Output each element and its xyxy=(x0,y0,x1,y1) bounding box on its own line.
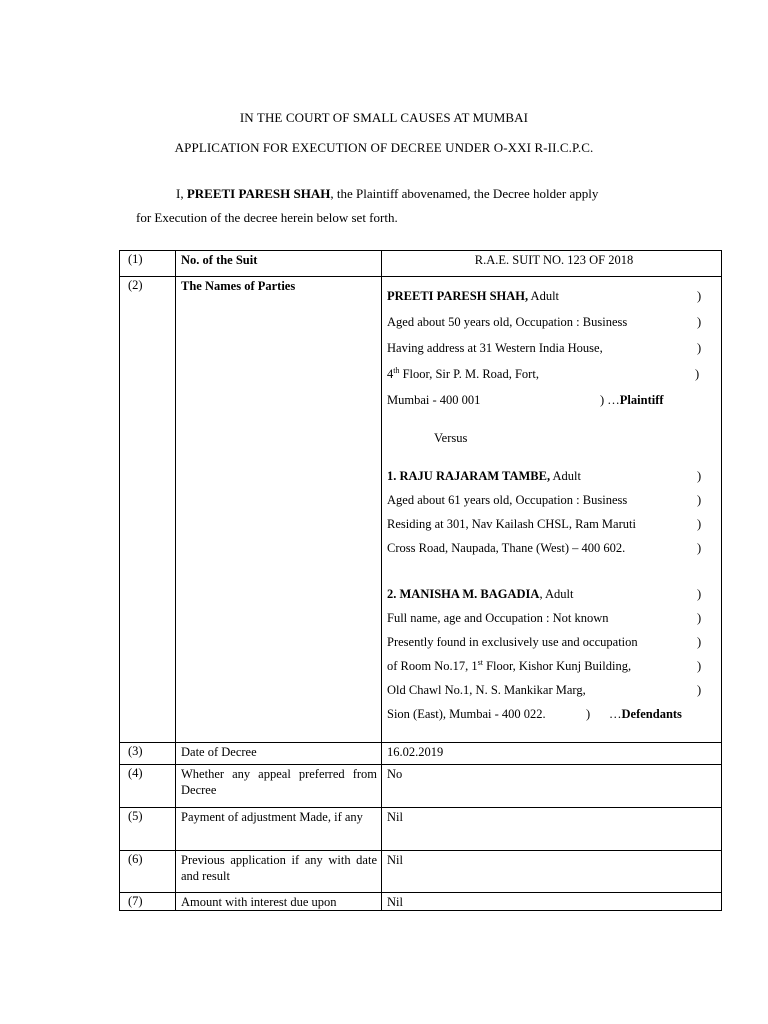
defendant1-name: 1. RAJU RAJARAM TAMBE, xyxy=(387,469,551,483)
row-number: (3) xyxy=(120,743,176,765)
decree-date: 16.02.2019 xyxy=(387,745,444,759)
parties-label: The Names of Parties xyxy=(181,279,296,293)
row-number: (7) xyxy=(120,893,176,911)
table-row xyxy=(120,765,722,808)
defendant2-address-1 xyxy=(387,659,631,674)
parties-block xyxy=(382,277,721,741)
plaintiff-address-1: Having address at 31 Western India House, xyxy=(387,341,603,355)
intro-paragraph xyxy=(136,182,696,230)
defendant2-name-line xyxy=(387,587,573,602)
row-value xyxy=(382,743,722,765)
defendant2-name: 2. MANISHA M. BAGADIA xyxy=(387,587,540,601)
bracket: ) xyxy=(697,517,702,531)
floor-rest: Floor, Sir P. M. Road, Fort, xyxy=(399,367,539,381)
defendants-role xyxy=(609,707,682,722)
defendant1-age: Aged about 61 years old, Occupation : Business xyxy=(387,493,628,507)
bracket: ) xyxy=(697,289,702,303)
bracket: ) xyxy=(697,683,702,697)
row-number: (2) xyxy=(120,277,176,743)
application-title: APPLICATION FOR EXECUTION OF DECREE UNDER O-XXI R-II.C.P.C. xyxy=(174,140,594,155)
previous-application-value: Nil xyxy=(387,853,403,867)
role-label: Plaintiff xyxy=(619,393,664,407)
decree-date-label: Date of Decree xyxy=(181,745,257,759)
appeal-label: Whether any appeal preferred from Decree xyxy=(181,767,377,797)
court-title: IN THE COURT OF SMALL CAUSES AT MUMBAI xyxy=(239,110,529,125)
row-number: (5) xyxy=(120,808,176,851)
defendant1-name-line xyxy=(387,469,581,484)
row-number: (4) xyxy=(120,765,176,808)
row-value xyxy=(382,893,722,911)
payment-value: Nil xyxy=(387,810,403,824)
row-label xyxy=(176,743,382,765)
defendant1-adult: Adult xyxy=(550,469,581,483)
row-number: (6) xyxy=(120,851,176,893)
intro-prefix: I, xyxy=(176,186,187,201)
defendant2-occupation: Presently found in exclusively use and occupation xyxy=(387,635,638,649)
defendant2-adult: , Adult xyxy=(539,587,574,601)
row-value xyxy=(382,251,722,277)
room-line: of Room No.17, 1 xyxy=(387,659,478,673)
row-label xyxy=(176,251,382,277)
table-row xyxy=(120,808,722,851)
plaintiff-address-3: Mumbai - 400 001 xyxy=(387,393,481,407)
row-label xyxy=(176,765,382,808)
role-prefix: … xyxy=(609,707,622,721)
defendant1-address-2: Cross Road, Naupada, Thane (West) – 400 602. xyxy=(387,541,626,555)
floor-suffix: st xyxy=(477,657,483,667)
appeal-value: No xyxy=(387,767,403,781)
row-number: (1) xyxy=(120,251,176,277)
role-label: Defendants xyxy=(621,707,682,721)
applicant-name: PREETI PARESH SHAH xyxy=(186,186,331,201)
bracket: ) xyxy=(697,611,702,625)
table-row xyxy=(120,277,722,743)
table-row xyxy=(120,893,722,911)
floor-suffix: th xyxy=(393,365,400,375)
suit-number: R.A.E. SUIT NO. 123 OF 2018 xyxy=(474,253,634,267)
suit-label: No. of the Suit xyxy=(181,253,258,267)
row-value xyxy=(382,851,722,893)
row-label xyxy=(176,808,382,851)
floor-number: 4 xyxy=(387,367,394,381)
bracket: ) xyxy=(697,587,702,601)
row-value xyxy=(382,808,722,851)
intro-line1: , the Plaintiff abovenamed, the Decree holder apply xyxy=(330,186,599,201)
bracket: ) xyxy=(697,659,702,673)
row-value xyxy=(382,765,722,808)
table-row xyxy=(120,743,722,765)
previous-application-label: Previous application if any with date and result xyxy=(181,853,377,883)
defendant2-address-2: Old Chawl No.1, N. S. Mankikar Marg, xyxy=(387,683,586,697)
plaintiff-name: PREETI PARESH SHAH, xyxy=(387,289,529,303)
plaintiff-age: Aged about 50 years old, Occupation : Business xyxy=(387,315,628,329)
amount-value: Nil xyxy=(387,895,403,909)
bracket: ) xyxy=(697,635,702,649)
row-label xyxy=(176,851,382,893)
plaintiff-adult: Adult xyxy=(528,289,560,303)
bracket: ) xyxy=(697,341,702,355)
plaintiff-name-line xyxy=(387,289,559,304)
defendant2-details: Full name, age and Occupation : Not known xyxy=(387,611,609,625)
role-prefix: ) … xyxy=(600,393,620,407)
bracket: ) xyxy=(697,315,702,329)
plaintiff-role xyxy=(600,393,664,408)
defendant1-address-1: Residing at 301, Nav Kailash CHSL, Ram Maruti xyxy=(387,517,636,531)
room-line-rest: Floor, Kishor Kunj Building, xyxy=(482,659,632,673)
intro-line2: for Execution of the decree herein below set forth. xyxy=(136,210,398,225)
bracket: ) xyxy=(697,469,702,483)
bracket: ) xyxy=(695,367,700,381)
table-row xyxy=(120,251,722,277)
versus-label: Versus xyxy=(434,431,468,445)
bracket: ) xyxy=(697,493,702,507)
bracket: ) xyxy=(586,707,591,721)
row-label xyxy=(176,277,382,743)
payment-label: Payment of adjustment Made, if any xyxy=(181,810,363,824)
row-label xyxy=(176,893,382,911)
parties-cell xyxy=(382,277,722,743)
bracket: ) xyxy=(697,541,702,555)
plaintiff-address-2 xyxy=(387,367,539,382)
amount-label: Amount with interest due upon xyxy=(181,895,337,909)
execution-table xyxy=(119,250,722,911)
defendant2-address-3: Sion (East), Mumbai - 400 022. xyxy=(387,707,546,721)
table-row xyxy=(120,851,722,893)
